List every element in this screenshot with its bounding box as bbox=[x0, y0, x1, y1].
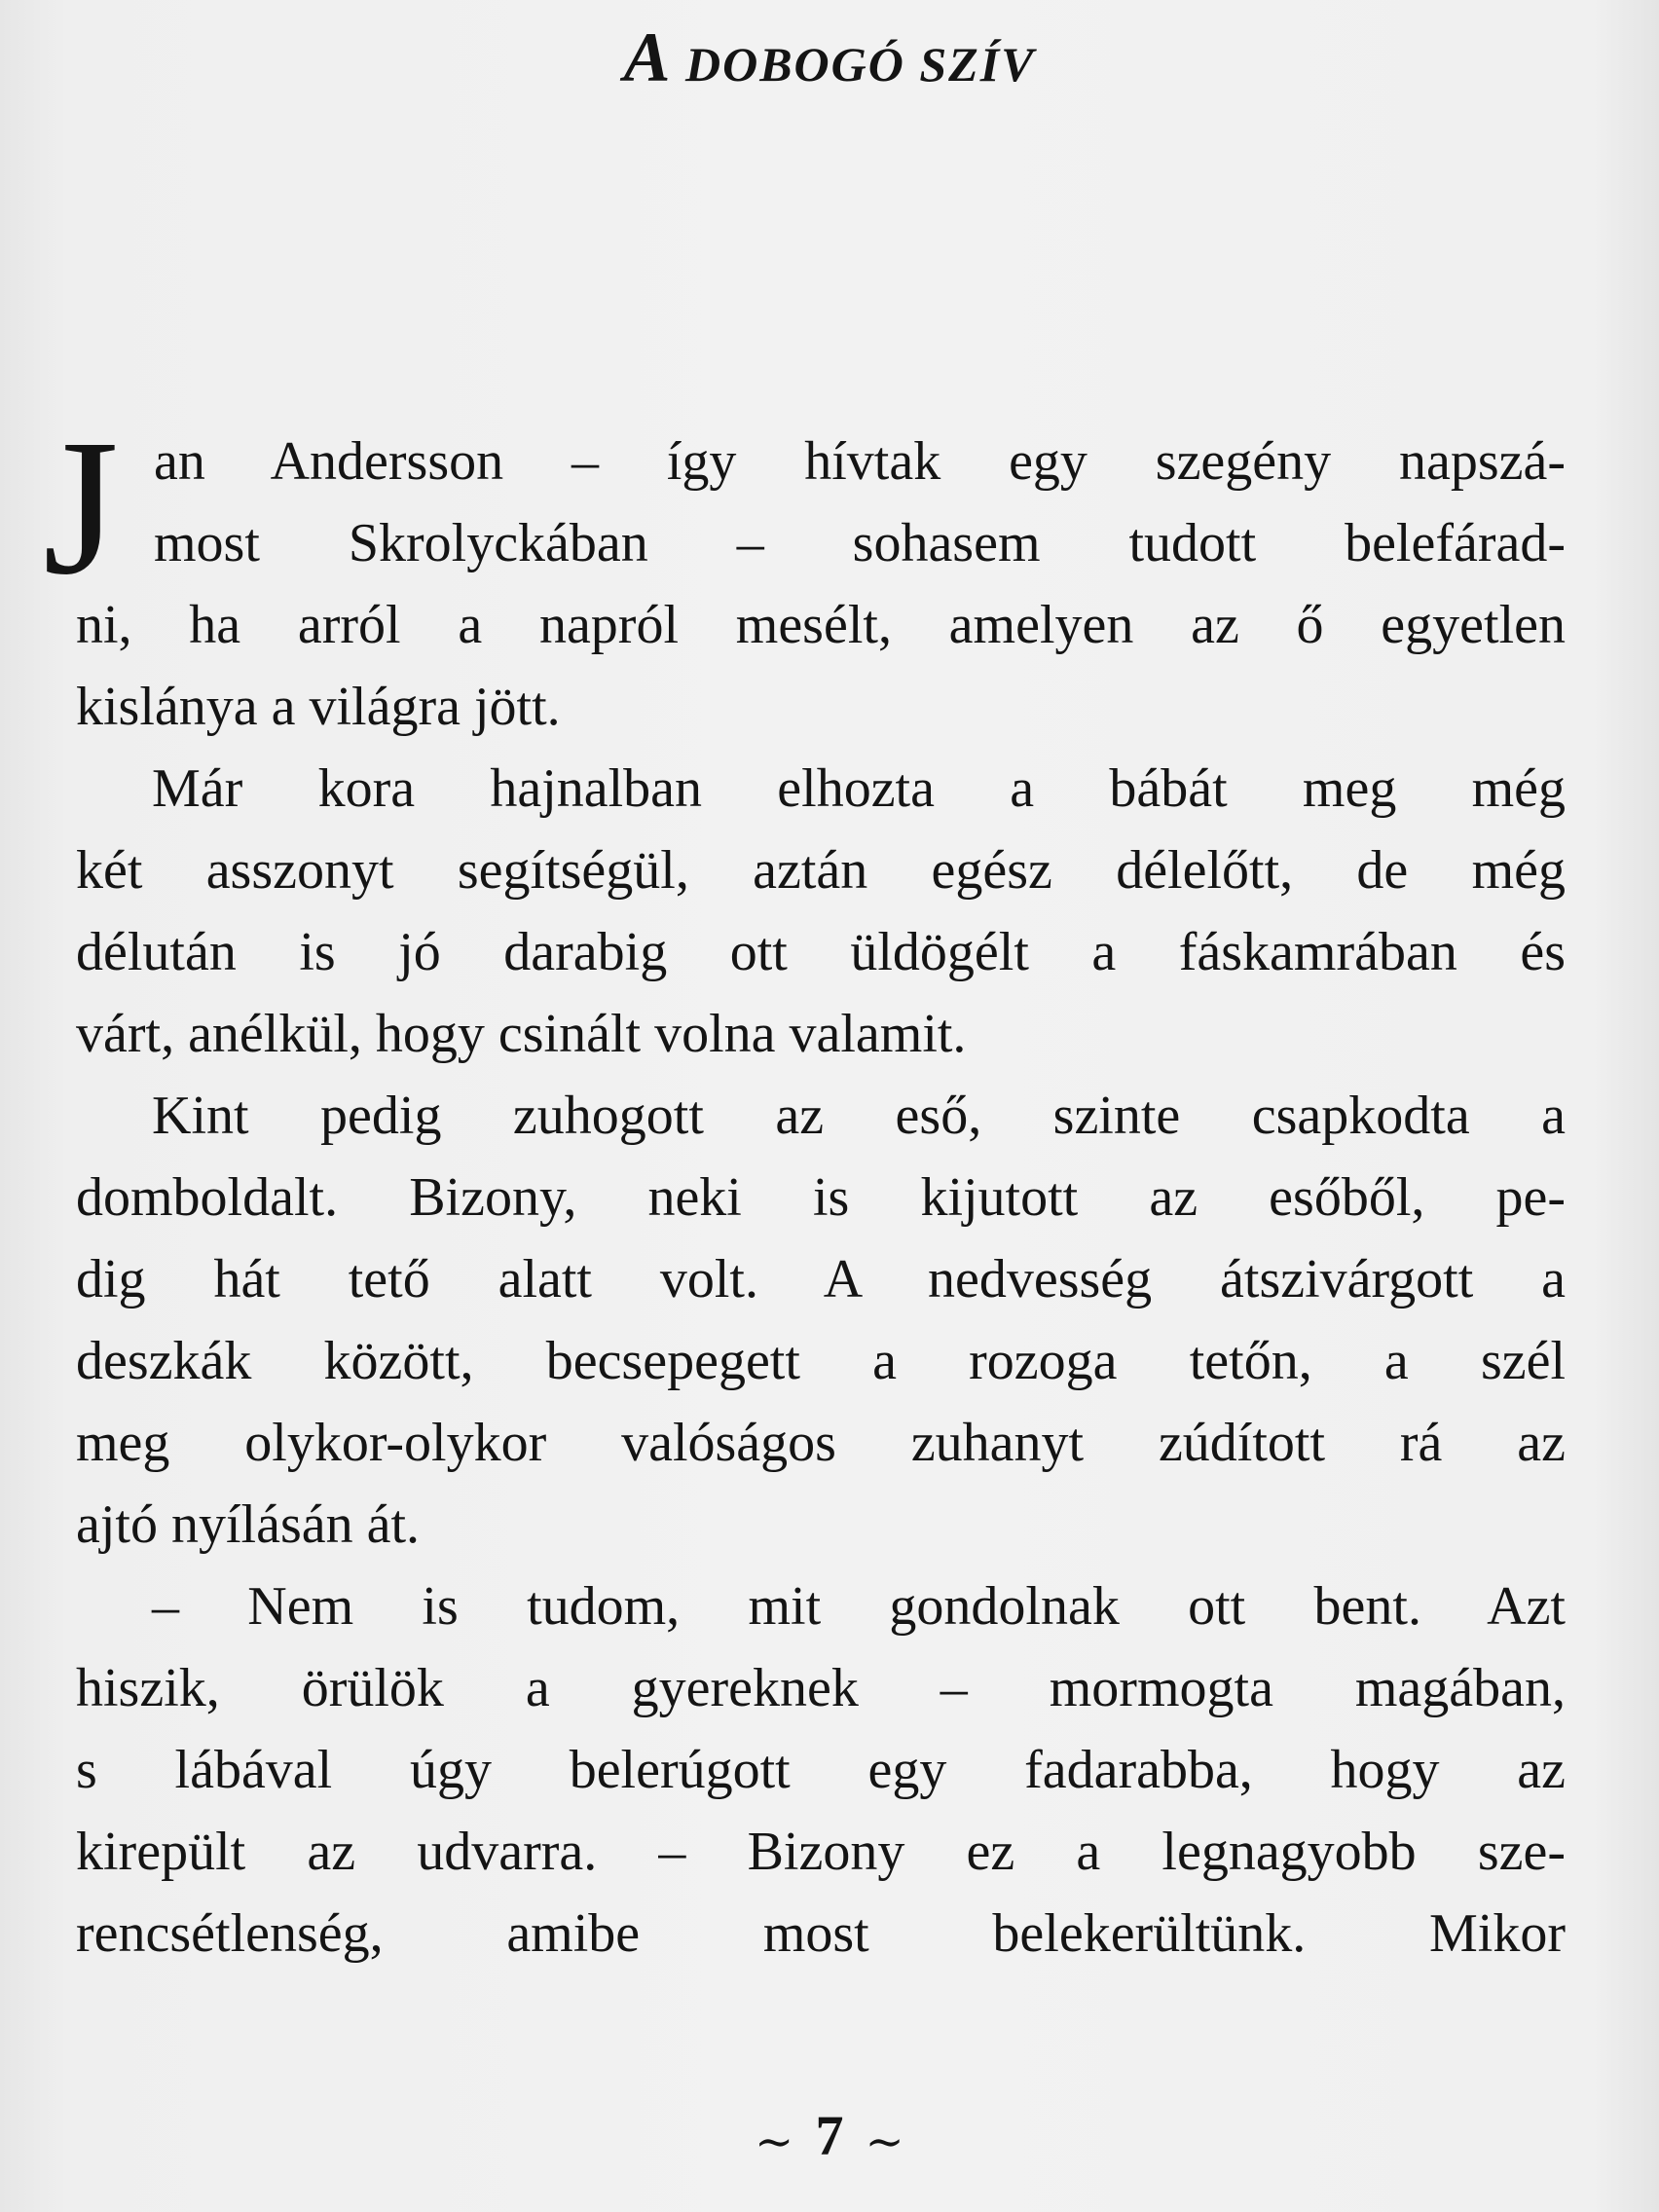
chapter-title-initial: A bbox=[623, 18, 672, 96]
chapter-title-rest: DOBOGÓ SZÍV bbox=[671, 37, 1036, 92]
text-line: várt, anélkül, hogy csinált volna valamit. bbox=[76, 1004, 967, 1064]
text-line: most Skrolyckában – sohasem tudott belefárad- bbox=[154, 513, 1566, 573]
text-line: két asszonyt segítségül, aztán egész délelőtt, de még bbox=[76, 840, 1566, 901]
ornament-left-icon: ∽ bbox=[755, 2116, 794, 2168]
text-line: ni, ha arról a napról mesélt, amelyen az ő egyetlen bbox=[76, 595, 1566, 655]
text-line: hiszik, örülök a gyereknek – mormogta magában, bbox=[76, 1658, 1566, 1718]
text-line: an Andersson – így hívtak egy szegény napszá- bbox=[154, 431, 1566, 492]
text-line: rencsétlenség, amibe most belekerültünk. Mikor bbox=[76, 1903, 1566, 1964]
text-line: Kint pedig zuhogott az eső, szinte csapkodta a bbox=[152, 1086, 1566, 1146]
text-line: deszkák között, becsepegett a rozoga tetőn, a szél bbox=[76, 1331, 1566, 1391]
text-line: kislánya a világra jött. bbox=[76, 677, 561, 737]
ornament-right-icon: ∼ bbox=[865, 2116, 904, 2168]
text-line: domboldalt. Bizony, neki is kijutott az esőből, pe- bbox=[76, 1167, 1566, 1228]
body-text bbox=[76, 421, 1566, 1974]
text-line: kirepült az udvarra. – Bizony ez a legnagyobb sze- bbox=[76, 1822, 1566, 1882]
page-number-footer bbox=[0, 2103, 1659, 2169]
text-line: meg olykor-olykor valóságos zuhanyt zúdított rá az bbox=[76, 1413, 1566, 1473]
text-line: délután is jó darabig ott üldögélt a fáskamrában és bbox=[76, 922, 1566, 982]
drop-cap: J bbox=[43, 400, 119, 615]
text-line: ajtó nyílásán át. bbox=[76, 1494, 421, 1555]
text-line: dig hát tető alatt volt. A nedvesség átszivárgott a bbox=[76, 1249, 1566, 1309]
text-line: s lábával úgy belerúgott egy fadarabba, hogy az bbox=[76, 1740, 1566, 1800]
text-line: Már kora hajnalban elhozta a bábát meg még bbox=[152, 758, 1566, 819]
text-line: – Nem is tudom, mit gondolnak ott bent. Azt bbox=[152, 1576, 1566, 1637]
chapter-title bbox=[0, 18, 1659, 98]
page-number: 7 bbox=[815, 2104, 844, 2167]
